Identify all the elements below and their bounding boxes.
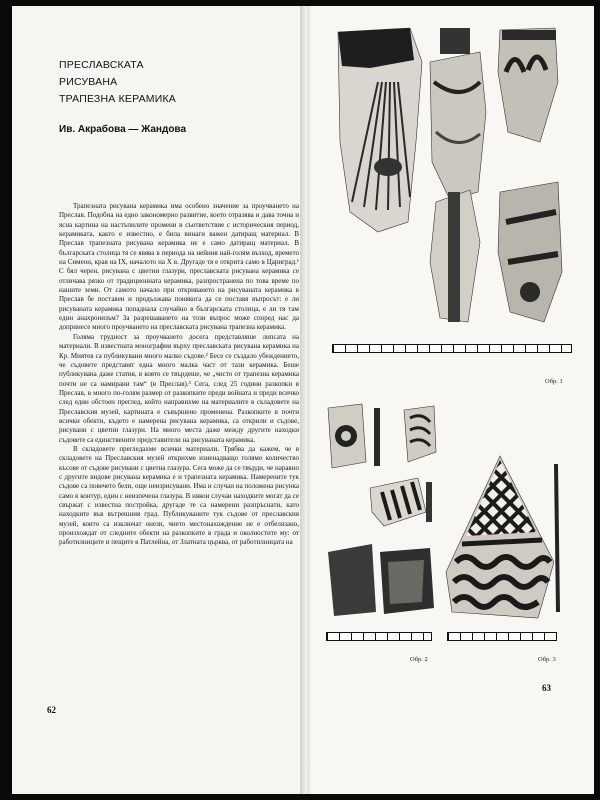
sherd-eye	[328, 404, 366, 468]
sherd-lower-left	[430, 190, 480, 322]
scale-bar-fig3	[447, 632, 557, 641]
caption-fig3: Обр. 3	[538, 656, 556, 663]
sherd-small	[426, 482, 432, 522]
sherd-lower-right	[498, 182, 562, 322]
left-page	[12, 6, 304, 794]
sherd-fan	[338, 28, 422, 232]
sherd-shell	[404, 406, 436, 462]
sherd-middle	[430, 28, 486, 200]
figure-2-photo	[326, 402, 438, 620]
figure-1-photo	[330, 22, 565, 332]
sherd-arcade	[498, 28, 558, 142]
page-number-left: 62	[47, 705, 56, 715]
scale-bar-fig1	[332, 344, 572, 353]
title-line-1: ПРЕСЛАВСКАТА	[59, 59, 144, 71]
figure-3-photo	[442, 452, 562, 622]
title-line-3: ТРАПЕЗНА КЕРАМИКА	[59, 93, 177, 105]
paragraph-1: Трапезната рисувана керамика има особено значение за проучването на Преслав. Подобна на едно закономерно развитие, което отразява и дава точна и ясна картина на настъпилите промени в съответствие с историческия период, керамиката, както е известно, е била винаги важен датиращ материал. В Преслав трапезната рисувана керамика не е само датиращ материал. В българската столица тя се явява в периода на нейния най-голям възход, времето на Симеон, края на IX, началото на X в. Другаде тя е открита само в Цариград.¹ С бял черен, рисувана с цветни глазури, преславската рисувана керамика се отличава рязко от традиционната керамика, разпространена по това време по нашите земи. От самото начало при откриването на рисуваната керамика в Преслав бе поставен и продължава понякога да се поставя въпросът: е ли рисуваната керамика попаднала случайно в българската столица, е ли тя там един анахронизъм? За разрешаването на този въпрос може според нас да допринесе много проучването на преславската рисувана трапезна керамика.	[59, 202, 299, 332]
sherd-stripes	[370, 478, 426, 526]
caption-fig2: Обр. 2	[410, 656, 428, 663]
article-title	[59, 57, 176, 108]
page-number-right: 63	[542, 683, 551, 693]
sherd-bottom	[328, 544, 434, 616]
paragraph-2: Голяма трудност за проучването досега представляше липсата на материали. В известната монография върху преславската рисувана керамика на Кр. Миятев са публикувани много малко съдове.² Бесе се създало убеждението, че съдовете представят една много малка част от тази керамика. Беше публикувана даже статия, в която се твърдеше, че „чисто от трапезна керамика почти не са намирани там“ (в Преслав).³ Сега, след 25 години разкопки в Преслав, в много по-голям размер от разкопките преди войната и преди всичко след един обстоен преглед, който направихме на материалите в складовете на Преславския музей, картината е съвършено променена. Разкопките в почти всички обекти, където е намерена рисувана керамика, са открили и съдове, рисувани с цветни глазури. На много места даже между другите находки съдовете са единствените представители на рисуваната керамика.	[59, 332, 299, 444]
title-line-2: РИСУВАНА	[59, 76, 118, 88]
sherd-strip	[374, 408, 380, 466]
caption-fig1: Обр. 1	[545, 378, 563, 385]
article-author: Ив. Акрабова — Жандова	[59, 124, 187, 135]
paragraph-3: В складовете прегледахме всички материали. Трябва да кажем, че в складовете на Преславския музей открихме изненадващо голямо количество късове от съдове рисувани с цветна глазура. Сега може да се твърди, че наравно с другите видове рисувана керамика е и трапезната керамика. Намерените тук съдове са повечето бели, още неизрисувани. Има и случаи на положена рисунка само в контур, един с неизпечена глазура. В някои случаи находките могат да се свържат с известна постройка, другаде те са намерени разпръснати, като находките във вътрешния град. Публикуваните тук съдове от преславския музей, които са изключат онези, чието местонахождение не е отбелязано, произхождат от следните обекти на разкопките в града и околностите му: от работилниците и пещите в Патлейна, от Златната църква, от работилницата на	[59, 444, 299, 547]
scale-bar-fig2	[326, 632, 432, 641]
article-body	[59, 202, 299, 548]
